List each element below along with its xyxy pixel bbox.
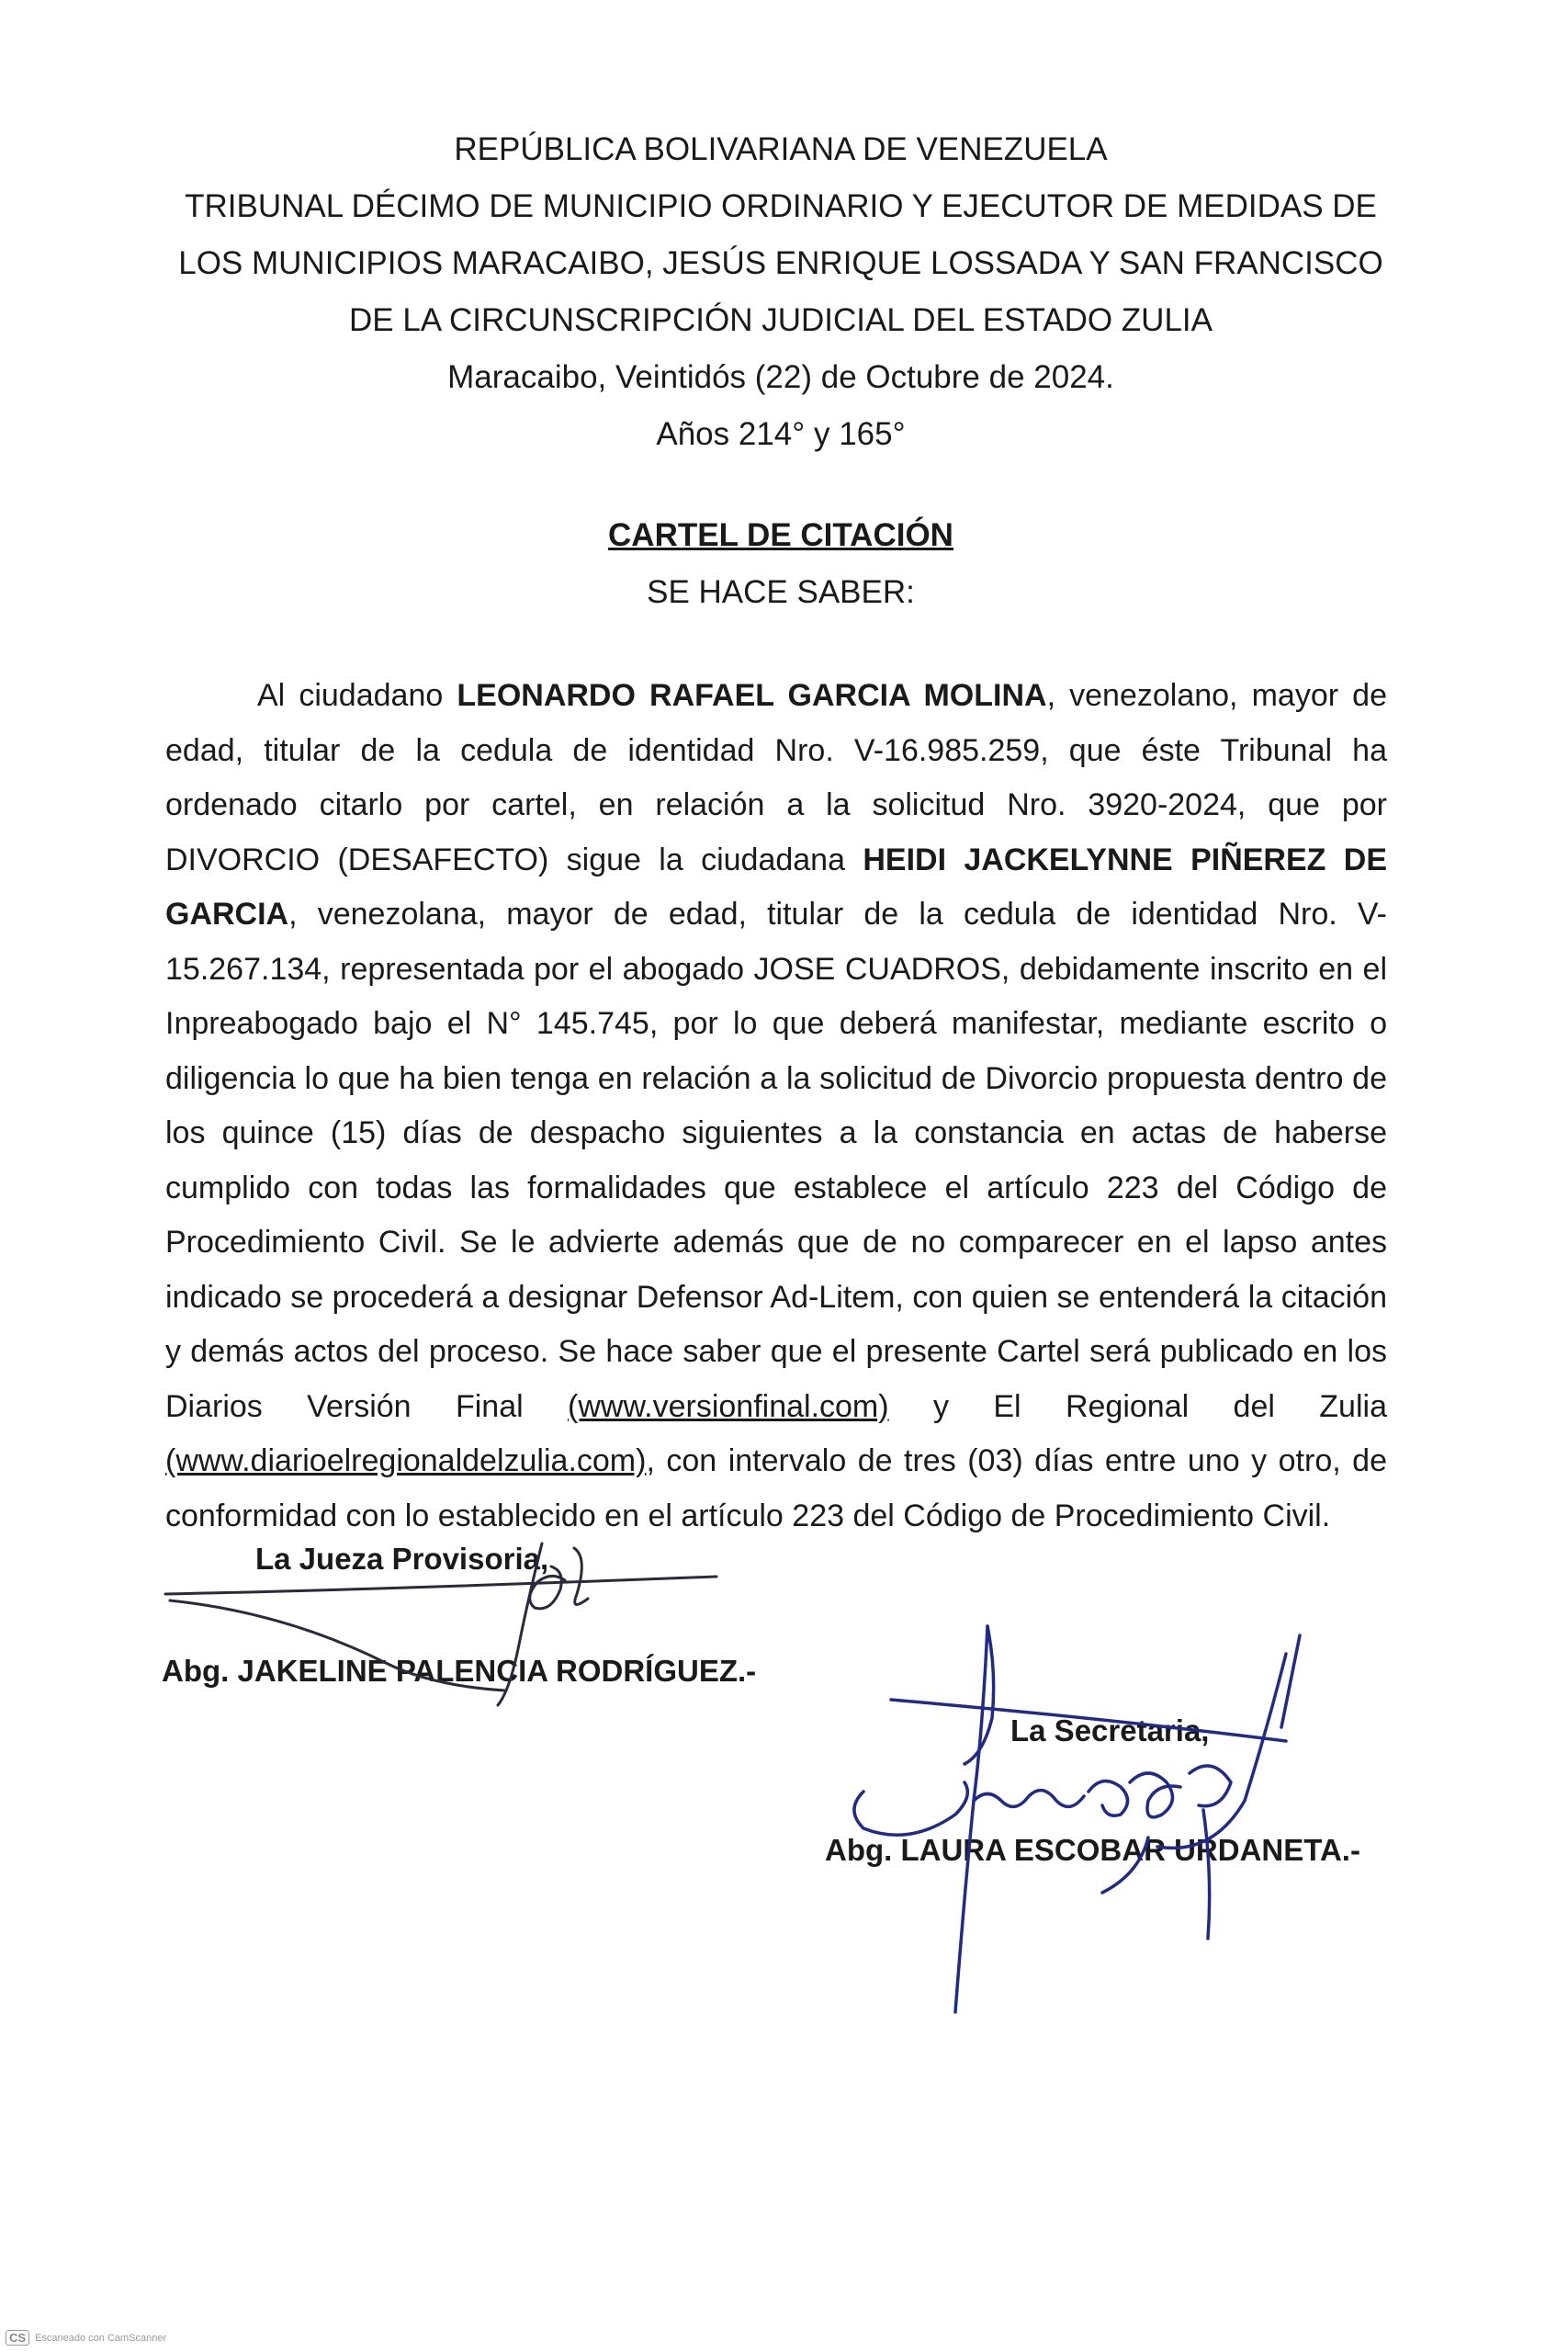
judge-signature	[156, 1525, 762, 1709]
citation-body	[165, 669, 1387, 1544]
citation-paragraph	[165, 669, 1387, 1544]
document-title: CARTEL DE CITACIÓN	[608, 517, 953, 553]
applicant-name: HEIDI JACKELYNNE PIÑEREZ DE GARCIA	[165, 842, 1387, 932]
judge-name: Abg. JAKELINE PALENCIA RODRÍGUEZ.-	[162, 1654, 757, 1688]
document-subtitle: SE HACE SABER:	[647, 574, 915, 610]
header-line-republic: REPÚBLICA BOLIVARIANA DE VENEZUELA	[454, 131, 1108, 167]
title-block	[138, 507, 1424, 621]
body-text-5: , con intervalo de tres (03) días entre uno y otro, de conformidad con lo establecido en el artículo 223 del Código de Procedimiento Civil.	[165, 1443, 1387, 1533]
body-text-1: Al ciudadano	[257, 678, 457, 713]
secretary-title: La Secretaria,	[1010, 1713, 1210, 1747]
secretary-name: Abg. LAURA ESCOBAR URDANETA.-	[825, 1833, 1360, 1867]
header-years: Años 214° y 165°	[656, 416, 906, 452]
header-date: Maracaibo, Veintidós (22) de Octubre de 2024.	[447, 359, 1114, 395]
judge-title: La Jueza Provisoria,	[255, 1542, 549, 1576]
scanner-text: Escaneado con CamScanner	[35, 2332, 167, 2344]
body-text-2: , venezolano, mayor de edad, titular de la cedula de identidad Nro. V-16.985.259, que éste Tribunal ha ordenado citarlo por cartel, en relación a la solicitud Nro. 3920-2024, que por DIVORCIO (DESAFECTO) sigue la ciudadana	[165, 678, 1387, 877]
camscanner-logo-icon: CS	[6, 2330, 29, 2346]
header-line-municipalities: LOS MUNICIPIOS MARACAIBO, JESÚS ENRIQUE LOSSADA Y SAN FRANCISCO	[178, 245, 1383, 281]
scanner-watermark	[6, 2330, 166, 2346]
header-line-circumscription: DE LA CIRCUNSCRIPCIÓN JUDICIAL DEL ESTADO ZULIA	[349, 302, 1213, 338]
url-regional-zulia[interactable]: (www.diarioelregionaldelzulia.com)	[165, 1443, 647, 1478]
body-text-3: , venezolana, mayor de edad, titular de la cedula de identidad Nro. V-15.267.134, representada por el abogado JOSE CUADROS, debidamente inscrito en el Inpreabogado bajo el N° 145.745, por lo que deberá manifestar, mediante escrito o diligencia lo que ha bien tenga en relación a la solicitud de Divorcio propuesta dentro de los quince (15) días de despacho siguientes a la constancia en actas de haberse cumplido con todas las formalidades que establece el artículo 223 del Código de Procedimiento Civil. Se le advierte además que de no comparecer en el lapso antes indicado se procederá a designar Defensor Ad-Litem, con quien se entenderá la citación y demás actos del proceso. Se hace saber que el presente Cartel será publicado en los Diarios Versión Final	[165, 897, 1387, 1424]
cited-person-name: LEONARDO RAFAEL GARCIA MOLINA	[457, 678, 1047, 713]
url-version-final[interactable]: (www.versionfinal.com)	[568, 1388, 889, 1424]
court-header	[138, 121, 1424, 463]
body-text-4: y El Regional del Zulia	[888, 1388, 1387, 1424]
header-line-tribunal: TRIBUNAL DÉCIMO DE MUNICIPIO ORDINARIO Y EJECUTOR DE MEDIDAS DE	[185, 188, 1377, 224]
secretary-signature	[827, 1617, 1341, 2021]
